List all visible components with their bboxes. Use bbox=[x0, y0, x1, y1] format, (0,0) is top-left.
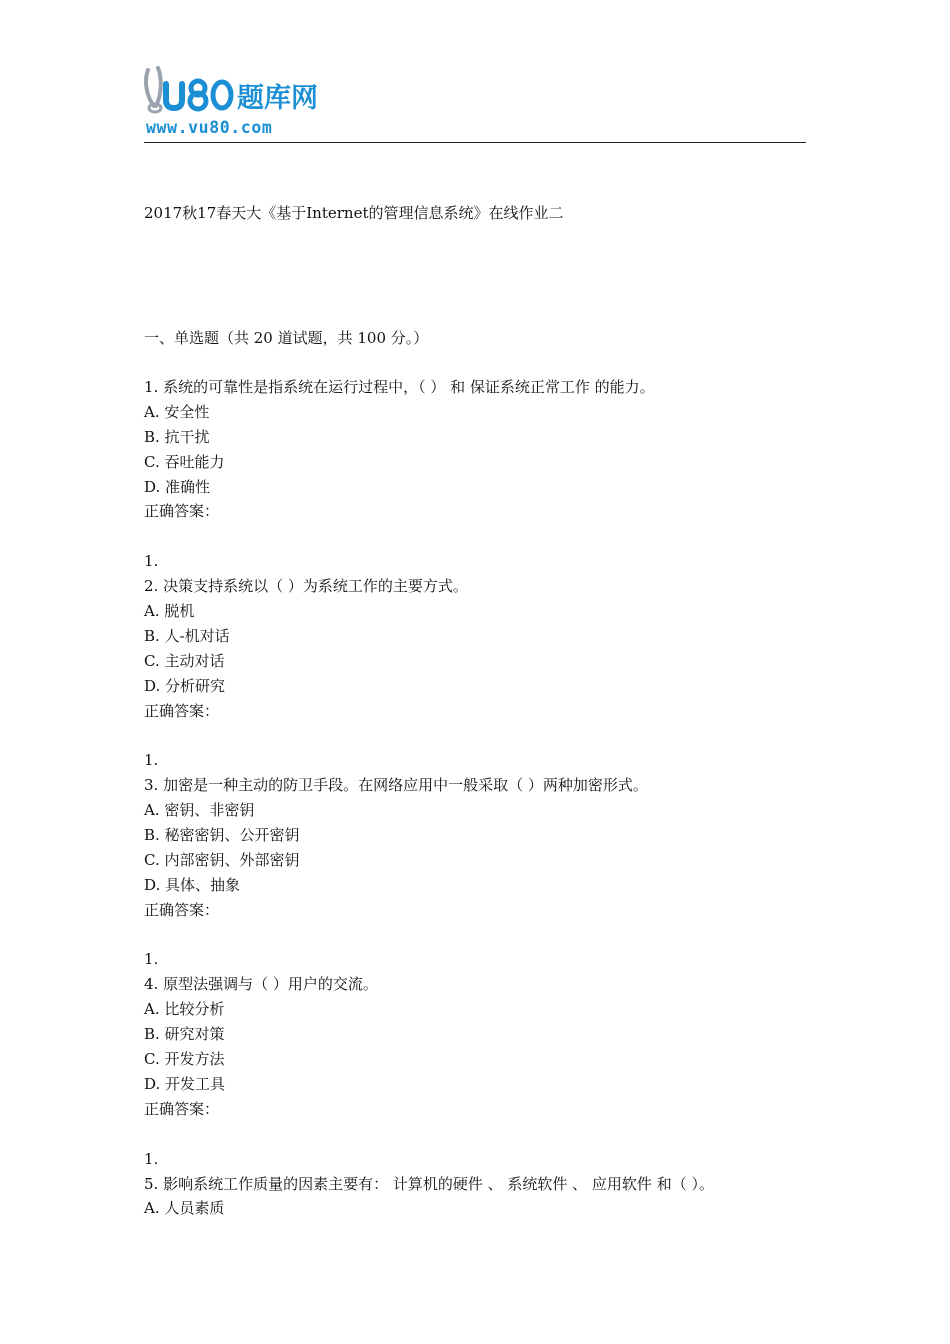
option-a: A. 安全性 bbox=[144, 402, 210, 421]
answer-label: 正确答案： bbox=[144, 1099, 220, 1118]
vu80-logo bbox=[142, 66, 342, 138]
option-c: C. 内部密钥、外部密钥 bbox=[144, 850, 300, 869]
answer-marker: 1. bbox=[144, 751, 159, 770]
spacer bbox=[144, 924, 844, 949]
question-stem: 1. 系统的可靠性是指系统在运行过程中，（ ） 和 保证系统正常工作 的能力。 bbox=[144, 378, 655, 396]
answer-label: 正确答案： bbox=[144, 502, 220, 521]
spacer bbox=[144, 525, 844, 550]
answer-marker: 1. bbox=[144, 552, 159, 571]
document-title: 2017秋17春天大《基于Internet的管理信息系统》在线作业二 bbox=[144, 204, 564, 222]
option-a: A. 人员素质 bbox=[144, 1199, 225, 1218]
option-a: A. 比较分析 bbox=[144, 1000, 225, 1019]
option-b: B. 秘密密钥、公开密钥 bbox=[144, 826, 300, 845]
header-divider bbox=[144, 142, 806, 143]
option-c: C. 吞吐能力 bbox=[144, 452, 225, 471]
option-a: A. 脱机 bbox=[144, 602, 195, 621]
option-c: C. 主动对话 bbox=[144, 651, 225, 670]
answer-label: 正确答案： bbox=[144, 900, 220, 919]
option-d: D. 分析研究 bbox=[144, 676, 226, 695]
option-a: A. 密钥、非密钥 bbox=[144, 801, 255, 820]
question-stem: 4. 原型法强调与（ ）用户的交流。 bbox=[144, 975, 378, 994]
option-b: B. 抗干扰 bbox=[144, 427, 210, 446]
question-list bbox=[144, 376, 844, 1222]
spacer bbox=[144, 724, 844, 749]
logo-url-text: www.vu80.com bbox=[146, 118, 273, 137]
answer-marker: 1. bbox=[144, 1149, 159, 1168]
logo-cn-text: 题库网 bbox=[237, 83, 318, 114]
option-c: C. 开发方法 bbox=[144, 1050, 225, 1069]
option-b: B. 人-机对话 bbox=[144, 626, 230, 645]
option-b: B. 研究对策 bbox=[144, 1025, 225, 1044]
answer-label: 正确答案： bbox=[144, 701, 220, 720]
spacer bbox=[144, 1123, 844, 1148]
question-stem: 3. 加密是一种主动的防卫手段。在网络应用中一般采取（ ）两种加密形式。 bbox=[144, 776, 648, 795]
question-stem: 5. 影响系统工作质量的因素主要有： 计算机的硬件 、 系统软件 、 应用软件 和（ ）。 bbox=[144, 1174, 714, 1193]
answer-marker: 1. bbox=[144, 950, 159, 969]
section-heading: 一、单选题（共 20 道试题，共 100 分。） bbox=[144, 329, 429, 347]
option-d: D. 具体、抽象 bbox=[144, 875, 241, 894]
option-d: D. 准确性 bbox=[144, 477, 211, 496]
option-d: D. 开发工具 bbox=[144, 1074, 226, 1093]
question-stem: 2. 决策支持系统以（ ）为系统工作的主要方式。 bbox=[144, 577, 468, 596]
